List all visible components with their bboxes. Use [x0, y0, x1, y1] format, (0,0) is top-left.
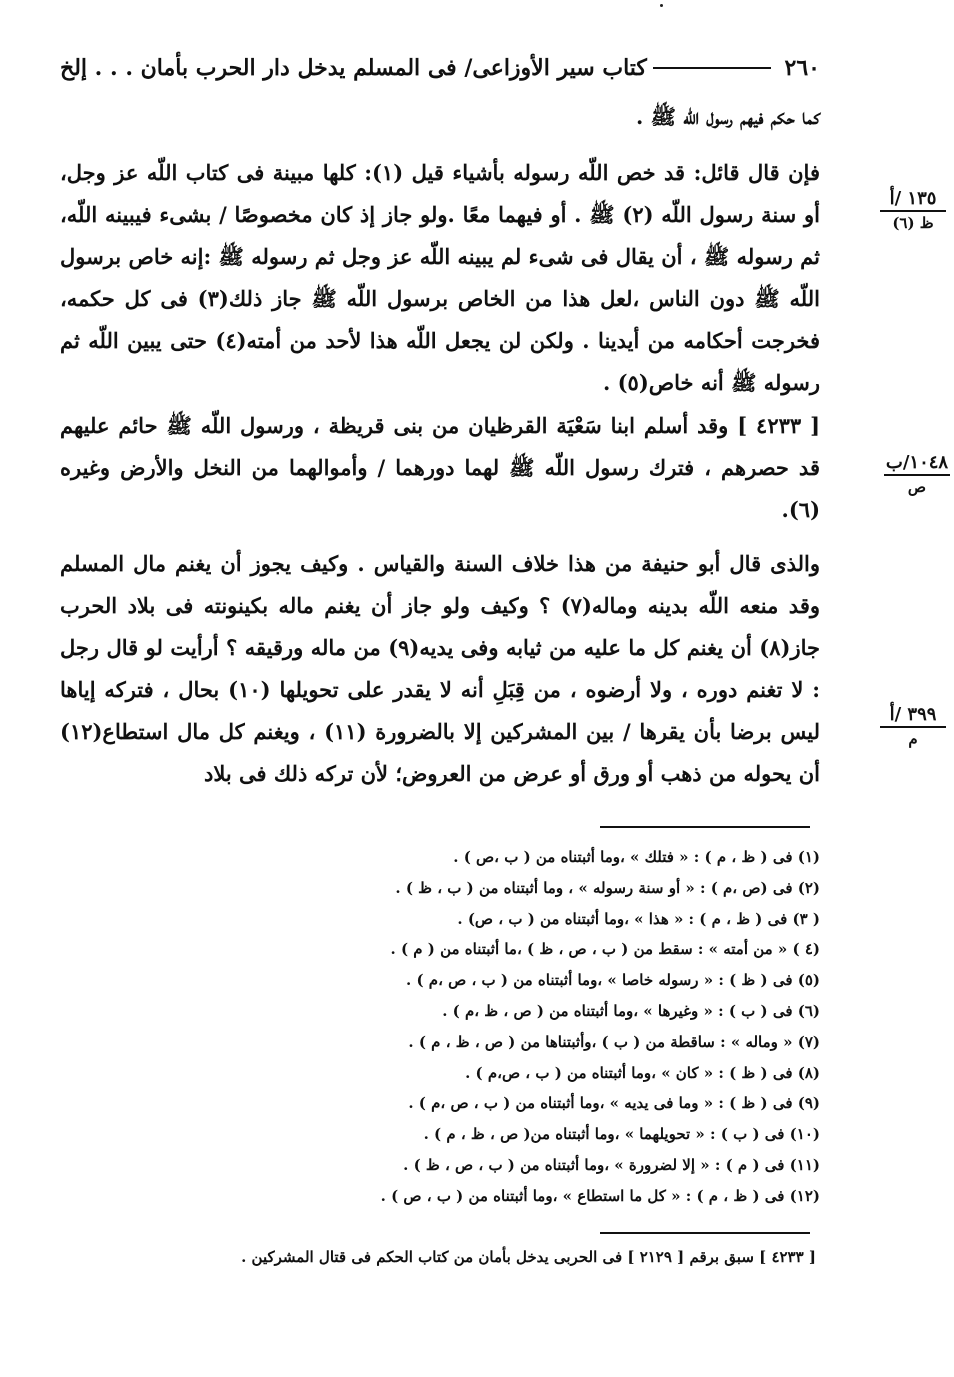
paragraph: كما حكم فيهم رسول اللّه ﷺ . — [635, 104, 820, 129]
paragraph: [ ٤٢٣٣ ] وقد أسلم ابنا سَعْيَة القرظيان من بنى قريظة ، ورسول اللّه ﷺ حائم عليهم قد حصرهم ، فترك رسول اللّه ﷺ لهما دورهما / وأموالهما من النخل والأرض وغيره (٦). — [60, 413, 820, 522]
footnote: (٢) فى (ص ،م ) : « أو سنة رسوله » ، وما أثبتناه من ( ب ، ظ ) . — [395, 878, 820, 897]
footnote: (١) فى ( ظ ، م ) : « فتلك » ،وما أثبتناه من ( ب ،ص ) . — [453, 848, 820, 866]
footnote: (٤ ) « من أمته » : سقط من ( ب ، ص ، ظ ) ،ما أثبتناه من ( م ) . — [390, 940, 820, 959]
margin-note-folio: ١٠٤٨/ب — [884, 452, 950, 476]
margin-note — [884, 452, 950, 496]
footnote-separator — [600, 826, 810, 828]
footnote: (٩) فى ( ظ ) : « وما فى يديه » ،وما أثبتناه من ( ب ، ص ،م ) . — [408, 1094, 820, 1113]
footnote: (٧) « وماله » : ساقطة من ( ب ) ،وأثبتناها من ( ص ، ظ ، م ) . — [408, 1032, 820, 1051]
footnote: ( ٣) فى ( ظ ، م ) : « هذا » ،وما أثبتناه من ( ب ، ص) . — [457, 909, 820, 928]
reference-separator — [600, 1232, 810, 1234]
margin-note-folio: ١٣٥ /أ — [880, 188, 946, 212]
page-number: ٢٦٠ — [784, 55, 820, 81]
margin-note-manuscript: ص — [907, 478, 927, 496]
footnote: (١١) فى ( م ) : « إلا لضرورة » ،وما أثبتناه من ( ب ، ص ، ظ ) . — [403, 1155, 820, 1174]
page-speck — [660, 4, 663, 7]
footnote: (١٠) فى ( ب ) : « تحويلهما » ،وما أثبتناه من( ص ، ظ ، م ) . — [423, 1125, 820, 1144]
header-rule — [653, 67, 771, 69]
margin-note-folio: ٣٩٩ /أ — [880, 704, 946, 728]
footnote: (٦) فى ( ب ) : « وغيرها » ،وما أثبتناه من ( ص ، ظ ،م ) . — [442, 1001, 820, 1020]
paragraph: فإن قال قائل: قد خص اللّه رسوله بأشياء قيل (١): كلها مبينة فى كتاب اللّه عز وجل، أو سنة رسول اللّه (٢) ﷺ . أو فيهما معًا .ولو جاز إذ كان مخصوصًا / بشىء فيبينه اللّه، ثم رسوله ﷺ ، أن يقال فى شىء لم يبينه اللّه عز وجل ثم رسوله ﷺ :إنه خاص برسول اللّه ﷺ دون الناس ،لعل هذا من الخاص برسول اللّه ﷺ جاز ذلك(٣) فى كل حكمه، فخرجت أحكامه من أيدينا . ولكن لن يجعل اللّه هذا لأحد من أمته(٤) حتى يبين اللّه ثم رسوله ﷺ أنه خاص(٥) . — [60, 160, 820, 395]
footnote: (١٢) فى ( ظ ، م ) : « كل ما استطاع » ،وما أثبتناه من ( ب ، ص ) . — [380, 1186, 820, 1205]
margin-note — [880, 704, 946, 748]
footnotes-block — [340, 842, 820, 1212]
margin-note — [880, 188, 946, 232]
cross-reference-note: [ ٤٢٣٣ ] سبق برقم [ ٢١٢٩ ] فى الحربى يدخل بأمان من كتاب الحكم فى قتال المشركين . — [241, 1248, 816, 1266]
running-header — [60, 46, 820, 90]
margin-note-manuscript: م — [908, 730, 918, 748]
footnote: (٨) فى ( ظ ) : « كان » ،وما أثبتناه من ( ب ، ص،م ) . — [465, 1063, 820, 1082]
paragraph: والذى قال أبو حنيفة من هذا خلاف السنة والقياس . وكيف يجوز أن يغنم مال المسلم وقد منعه اللّه بدينه وماله(٧) ؟ وكيف ولو جاز أن يغنم ماله بكينونته فى بلاد الحرب جاز(٨) أن يغنم كل ما عليه من ثيابه وفى يديه(٩) من ماله ورقيقه ؟ أرأيت لو قال رجل : لا تغنم دوره ، ولا أرضوه ، من قِبَلِ أنه لا يقدر على تحويلها (١٠) بحال ، فتركه إياها ليس برضا بأن يقرها / بين المشركين إلا بالضرورة (١١) ، ويغنم كل مال استطاع(١٢) أن يحوله من ذهب أو ورق أو عرض من العروض؛ لأن تركه ذلك فى بلاد — [60, 551, 821, 786]
footnote: (٥) فى ( ظ ) : « رسوله خاصا » ،وما أثبتناه من ( ب ، ص ،م ) . — [406, 971, 820, 990]
header-title: كتاب سير الأوزاعى/ فى المسلم يدخل دار الحرب بأمان . . . إلخ — [60, 55, 647, 81]
margin-note-manuscript: ظ (٦) — [892, 214, 934, 232]
